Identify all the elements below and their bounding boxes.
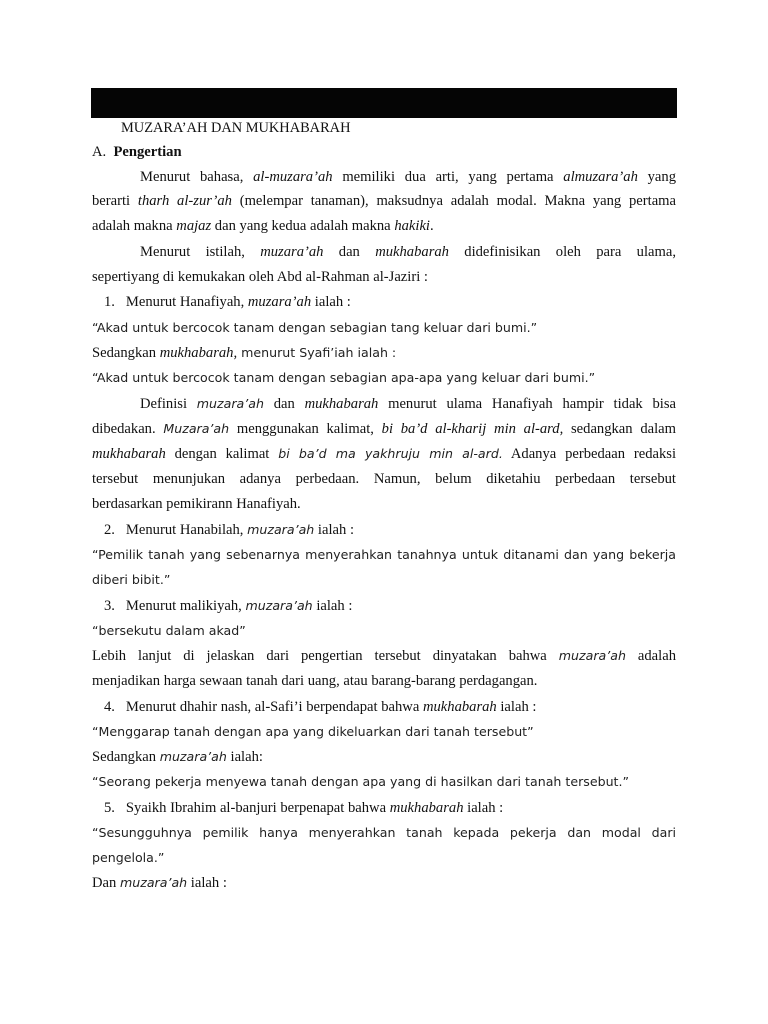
text-line: berarti tharh al-zur’ah (melempar tanaman), maksudnya adalah modal. Makna yang pertama [92, 193, 677, 209]
text-line: Sedangkan muzara’ah ialah: [92, 749, 263, 765]
list-item: 4. Menurut dhahir nash, al-Safi’i berpendapat bahwa mukhabarah ialah : [104, 699, 537, 715]
text-line: Dan muzara’ah ialah : [92, 875, 227, 891]
text-line: Definisi muzara’ah dan mukhabarah menurut ulama Hanafiyah hampir tidak bisa [140, 396, 676, 412]
quote-line: pengelola.” [92, 850, 165, 865]
text-line: adalah makna majaz dan yang kedua adalah makna hakiki. [92, 218, 434, 234]
quote-line: diberi bibit.” [92, 572, 171, 587]
section-heading-text: Pengertian [113, 144, 182, 160]
text-line: Sedangkan mukhabarah, menurut Syafi’iah ialah : [92, 345, 397, 361]
document-title: MUZARA’AH DAN MUKHABARAH [121, 120, 351, 136]
text-line: menjadikan harga sewaan tanah dari uang, atau barang-barang perdagangan. [92, 673, 538, 689]
quote-line: “Menggarap tanah dengan apa yang dikeluarkan dari tanah tersebut” [92, 724, 534, 739]
list-item: 1. Menurut Hanafiyah, muzara’ah ialah : [104, 294, 351, 310]
section-letter: A. [92, 144, 107, 160]
text-line: berdasarkan pemikirann Hanafiyah. [92, 496, 301, 512]
quote-line: “Seorang pekerja menyewa tanah dengan apa yang di hasilkan dari tanah tersebut.” [92, 774, 630, 789]
text-line: Menurut bahasa, al-muzara’ah memiliki dua arti, yang pertama almuzara’ah yang [140, 169, 676, 185]
text-line: dibedakan. Muzara’ah menggunakan kalimat, bi ba’d al-kharij min al-ard, sedangkan dalam [92, 421, 676, 437]
header-bar [91, 88, 677, 118]
text-line: sepertiyang di kemukakan oleh Abd al-Rahman al-Jaziri : [92, 269, 428, 285]
list-item: 3. Menurut malikiyah, muzara’ah ialah : [104, 598, 353, 614]
section-heading [92, 142, 182, 162]
quote-line: “Akad untuk bercocok tanam dengan sebagian tang keluar dari bumi.” [92, 320, 538, 335]
quote-line: “Sesungguhnya pemilik hanya menyerahkan tanah kepada pekerja dan modal dari [92, 825, 676, 840]
text-line: tersebut menunjukan adanya perbedaan. Namun, belum diketahiu perbedaan tersebut [92, 471, 676, 487]
quote-line: “bersekutu dalam akad” [92, 623, 246, 638]
text-line: Menurut istilah, muzara’ah dan mukhabarah didefinisikan oleh para ulama, [140, 244, 676, 260]
quote-line: “Akad untuk bercocok tanam dengan sebagian apa-apa yang keluar dari bumi.” [92, 370, 596, 385]
list-item: 2. Menurut Hanabilah, muzara’ah ialah : [104, 522, 354, 538]
list-item: 5. Syaikh Ibrahim al-banjuri berpenapat bahwa mukhabarah ialah : [104, 800, 504, 816]
text-line: mukhabarah dengan kalimat bi ba’d ma yakhruju min al-ard. Adanya perbedaan redaksi [92, 446, 677, 462]
quote-line: “Pemilik tanah yang sebenarnya menyerahkan tanahnya untuk ditanami dan yang bekerja [92, 547, 676, 562]
text-line: Lebih lanjut di jelaskan dari pengertian tersebut dinyatakan bahwa muzara’ah adalah [92, 648, 676, 664]
